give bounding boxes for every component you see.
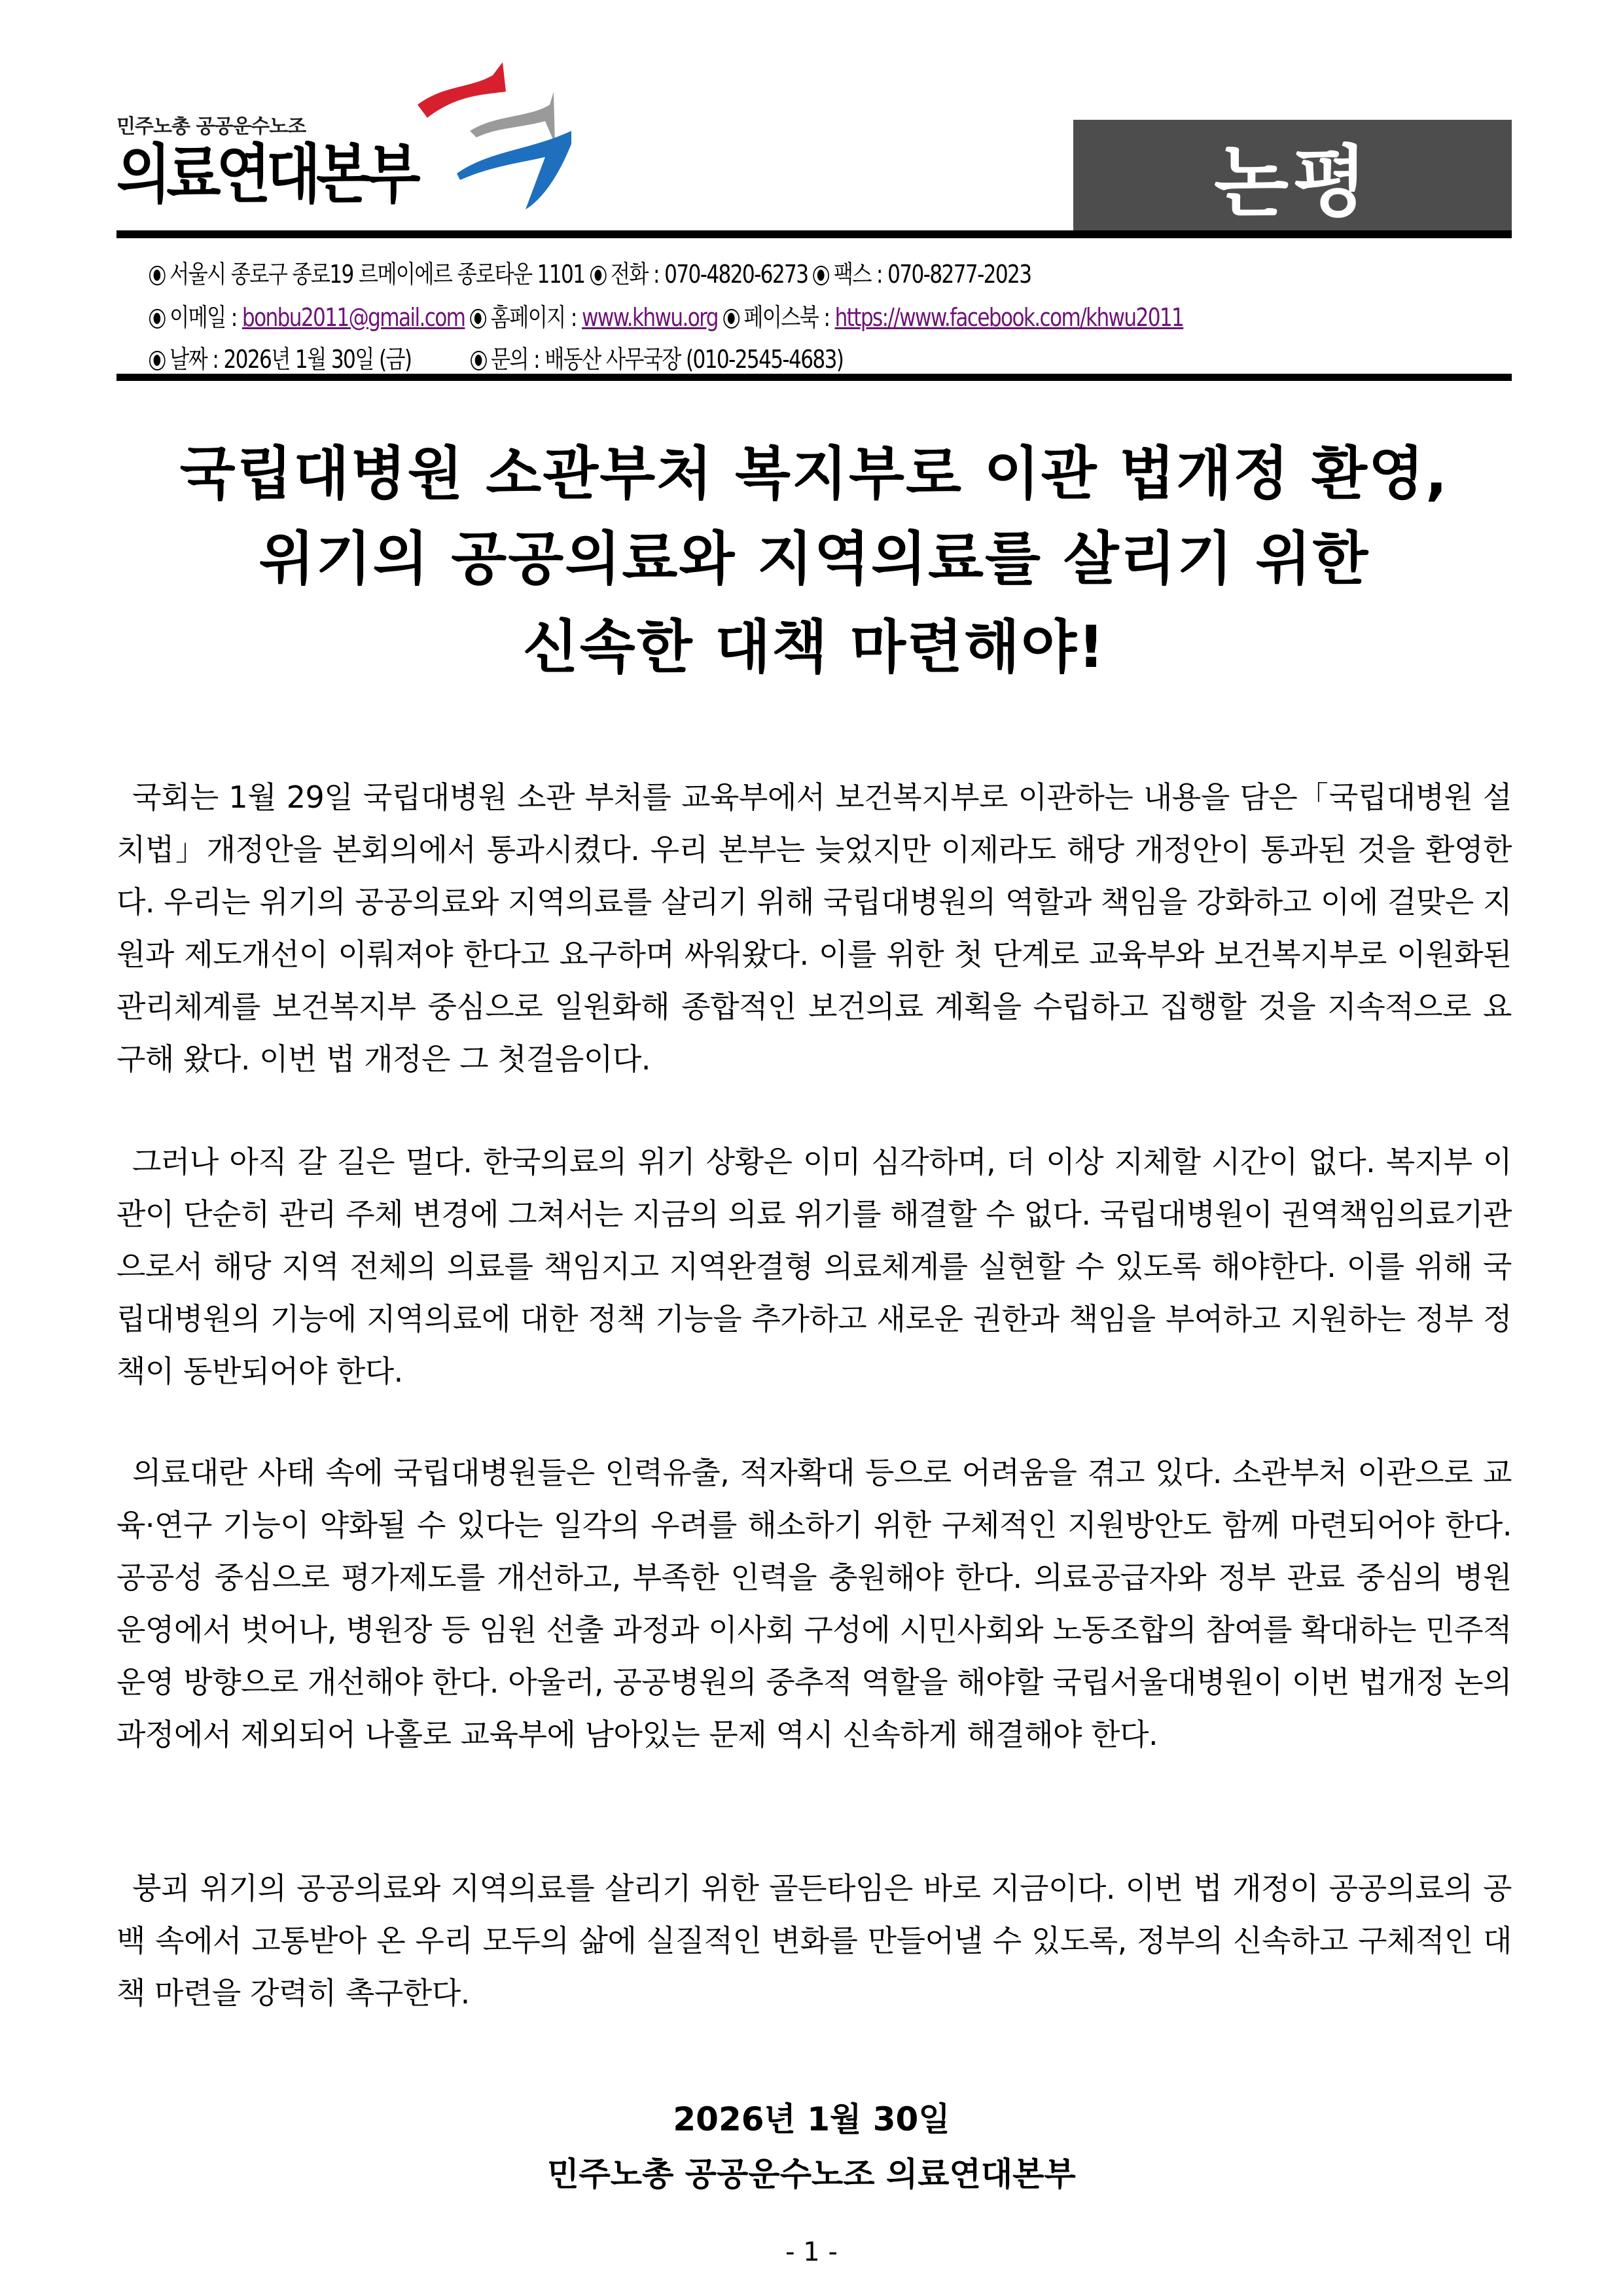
- facebook-link[interactable]: https://www.facebook.com/khwu2011: [834, 303, 1184, 332]
- footer-date: 2026년 1월 30일: [673, 2100, 950, 2138]
- footer-organization: 민주노총 공공운수노조 의료연대본부: [547, 2155, 1076, 2193]
- title-line-1: 국립대병원 소관부처 복지부로 이관 법개정 환영,: [179, 440, 1449, 507]
- document-type-badge: 논평: [1073, 120, 1512, 230]
- bullet-icon: [149, 351, 166, 370]
- contact-line-3: [149, 339, 843, 375]
- bullet-icon: [149, 266, 166, 285]
- header-divider: [116, 230, 1512, 238]
- bullet-icon: [471, 351, 487, 370]
- page-number: - 1 -: [785, 2237, 838, 2267]
- date-info: 날짜 : 2026년 1월 30일 (금): [169, 345, 412, 374]
- homepage-label: 홈페이지 :: [490, 303, 582, 332]
- body-paragraph-2: [116, 1136, 1512, 1397]
- organization-logo: [116, 59, 575, 223]
- body-paragraph-3: [116, 1446, 1512, 1761]
- address: 서울시 종로구 종로19 르메이에르 종로타운 1101: [169, 260, 585, 289]
- paragraph-text: 의료대란 사태 속에 국립대병원들은 인력유출, 적자확대 등으로 어려움을 겪고 있다. 소관부처 이관으로 교육·연구 기능이 약화될 수 있다는 일각의 우려를 해소하기 위한 구체적인 지원방안도 함께 마련되어야 한다. 공공성 중심으로 평가제도를 개선하고, 부족한 인력을 충원해야 한다. 의료공급자와 정부 관료 중심의 병원 운영에서 벗어나, 병원장 등 임원 선출 과정과 이사회 구성에 시민사회와 노동조합의 참여를 확대하는 민주적 운영 방향으로 개선해야 한다. 아울러, 공공병원의 중추적 역할을 해야할 국립서울대병원이 이번 법개정 논의과정에서 제외되어 나홀로 교육부에 남아있는 문제 역시 신속하게 해결해야 한다.: [116, 1455, 1512, 1752]
- logo-subtitle: 민주노총 공공운수노조: [116, 115, 306, 138]
- body-paragraph-4: [116, 1862, 1512, 2019]
- homepage-link[interactable]: www.khwu.org: [582, 303, 718, 332]
- phone: 전화 : 070-4820-6273: [610, 260, 808, 289]
- email-label: 이메일 :: [169, 303, 242, 332]
- logo-name: 의료연대본부: [116, 137, 416, 212]
- info-divider: [116, 374, 1512, 381]
- bullet-icon: [590, 266, 607, 285]
- bullet-icon: [471, 309, 487, 329]
- bullet-icon: [723, 309, 740, 329]
- fax: 팩스 : 070-8277-2023: [833, 260, 1031, 289]
- contact-line-2: [149, 297, 1183, 333]
- paragraph-text: 붕괴 위기의 공공의료와 지역의료를 살리기 위한 골든타임은 바로 지금이다. 이번 법 개정이 공공의료의 공백 속에서 고통받아 온 우리 모두의 삶에 실질적인 변화를 만들어낼 수 있도록, 정부의 신속하고 구체적인 대책 마련을 강력히 촉구한다.: [116, 1871, 1512, 2011]
- paragraph-text: 그러나 아직 갈 길은 멀다. 한국의료의 위기 상황은 이미 심각하며, 더 이상 지체할 시간이 없다. 복지부 이관이 단순히 관리 주체 변경에 그쳐서는 지금의 의료 위기를 해결할 수 없다. 국립대병원이 권역책임의료기관으로서 해당 지역 전체의 의료를 책임지고 지역완결형 의료체계를 실현할 수 있도록 해야한다. 이를 위해 국립대병원의 기능에 지역의료에 대한 정책 기능을 추가하고 새로운 권한과 책임을 부여하고 지원하는 정부 정책이 동반되어야 한다.: [116, 1144, 1512, 1389]
- bullet-icon: [149, 309, 166, 329]
- paragraph-text: 국회는 1월 29일 국립대병원 소관 부처를 교육부에서 보건복지부로 이관하는 내용을 담은「국립대병원 설치법」개정안을 본회의에서 통과시켰다. 우리 본부는 늦었지만 이제라도 해당 개정안이 통과된 것을 환영한다. 우리는 위기의 공공의료와 지역의료를 살리기 위해 국립대병원의 역할과 책임을 강화하고 이에 걸맞은 지원과 제도개선이 이뤄져야 한다고 요구하며 싸워왔다. 이를 위한 첫 단계로 교육부와 보건복지부로 이원화된 관리체계를 보건복지부 중심으로 일원화해 종합적인 보건의료 계획을 수립하고 집행할 것을 지속적으로 요구해 왔다. 이번 법 개정은 그 첫걸음이다.: [116, 780, 1512, 1077]
- title-line-3: 신속한 대책 마련해야!: [522, 613, 1106, 681]
- email-link[interactable]: bonbu2011@gmail.com: [241, 303, 465, 332]
- facebook-label: 페이스북 :: [743, 303, 835, 332]
- contact-line-1: [149, 254, 1031, 290]
- title-line-2: 위기의 공공의료와 지역의료를 살리기 위한: [259, 525, 1370, 592]
- inquiry-info: 문의 : 배동산 사무국장 (010-2545-4683): [490, 345, 844, 374]
- body-paragraph-1: [116, 771, 1512, 1085]
- bullet-icon: [813, 266, 830, 285]
